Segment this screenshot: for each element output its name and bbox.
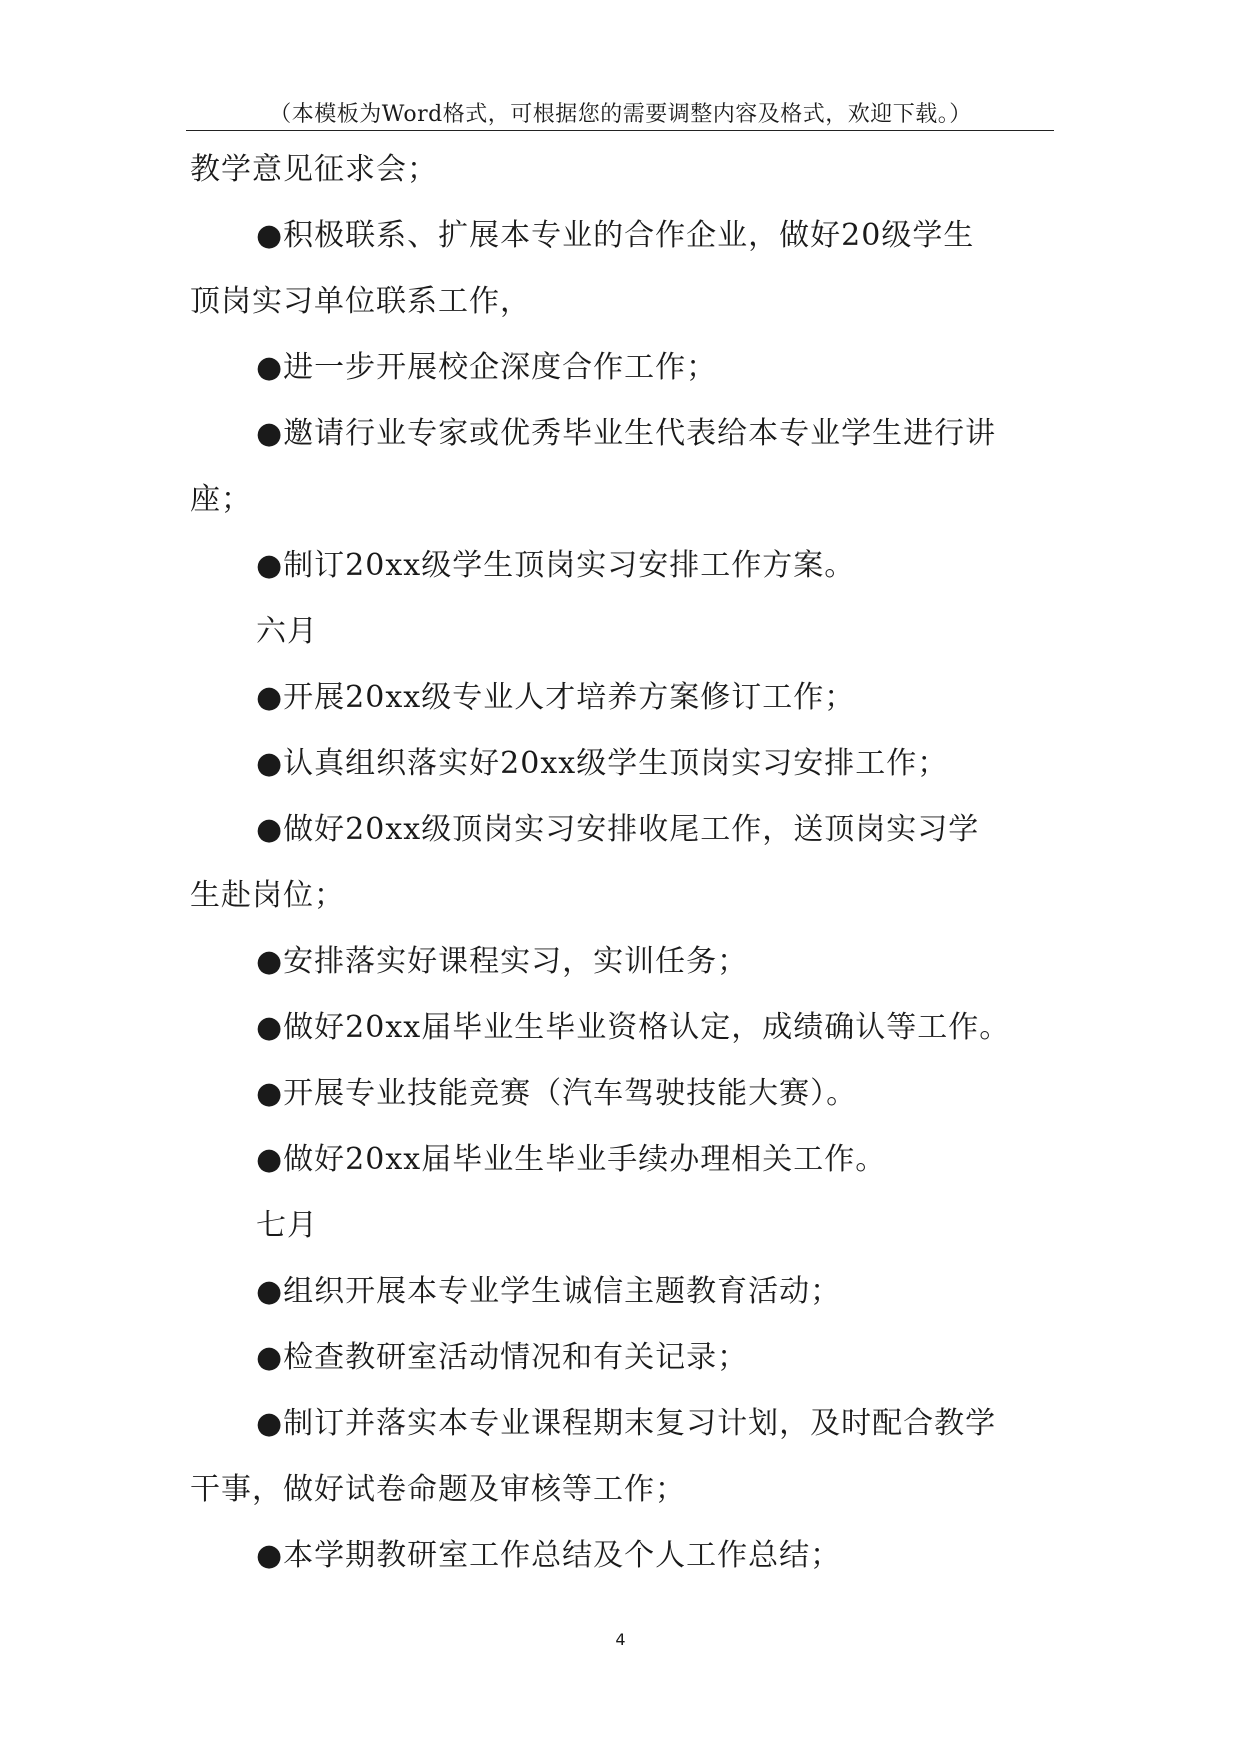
document-body [190,152,1070,1604]
month-heading: 六月 [256,614,318,649]
bullet-item: ●本学期教研室工作总结及个人工作总结； [256,1538,842,1573]
body-line: 干事，做好试卷命题及审核等工作； [190,1472,686,1507]
month-heading: 七月 [256,1208,318,1243]
body-line: 座； [190,482,252,517]
body-line: 教学意见征求会； [190,152,438,187]
bullet-item: ●开展20xx级专业人才培养方案修订工作； [256,680,856,715]
template-header-note: （本模板为Word格式，可根据您的需要调整内容及格式，欢迎下载。） [269,102,972,127]
bullet-item: ●做好20xx级顶岗实习安排收尾工作，送顶岗实习学 [256,812,980,847]
bullet-item: ●制订20xx级学生顶岗实习安排工作方案。 [256,548,856,583]
bullet-item: ●安排落实好课程实习，实训任务； [256,944,749,979]
bullet-item: ●积极联系、扩展本专业的合作企业，做好20级学生 [256,218,975,253]
body-line: 顶岗实习单位联系工作， [190,284,531,319]
bullet-item: ●检查教研室活动情况和有关记录； [256,1340,749,1375]
bullet-item: ●制订并落实本专业课程期末复习计划，及时配合教学 [256,1406,997,1441]
bullet-item: ●做好20xx届毕业生毕业手续办理相关工作。 [256,1142,887,1177]
page-number: 4 [615,1630,626,1649]
bullet-item: ●开展专业技能竞赛（汽车驾驶技能大赛）。 [256,1076,858,1111]
bullet-item: ●进一步开展校企深度合作工作； [256,350,718,385]
bullet-item: ●邀请行业专家或优秀毕业生代表给本专业学生进行讲 [256,416,997,451]
body-line: 生赴岗位； [190,878,345,913]
header-divider [186,130,1054,131]
bullet-item: ●组织开展本专业学生诚信主题教育活动； [256,1274,842,1309]
bullet-item: ●做好20xx届毕业生毕业资格认定，成绩确认等工作。 [256,1010,1011,1045]
bullet-item: ●认真组织落实好20xx级学生顶岗实习安排工作； [256,746,949,781]
